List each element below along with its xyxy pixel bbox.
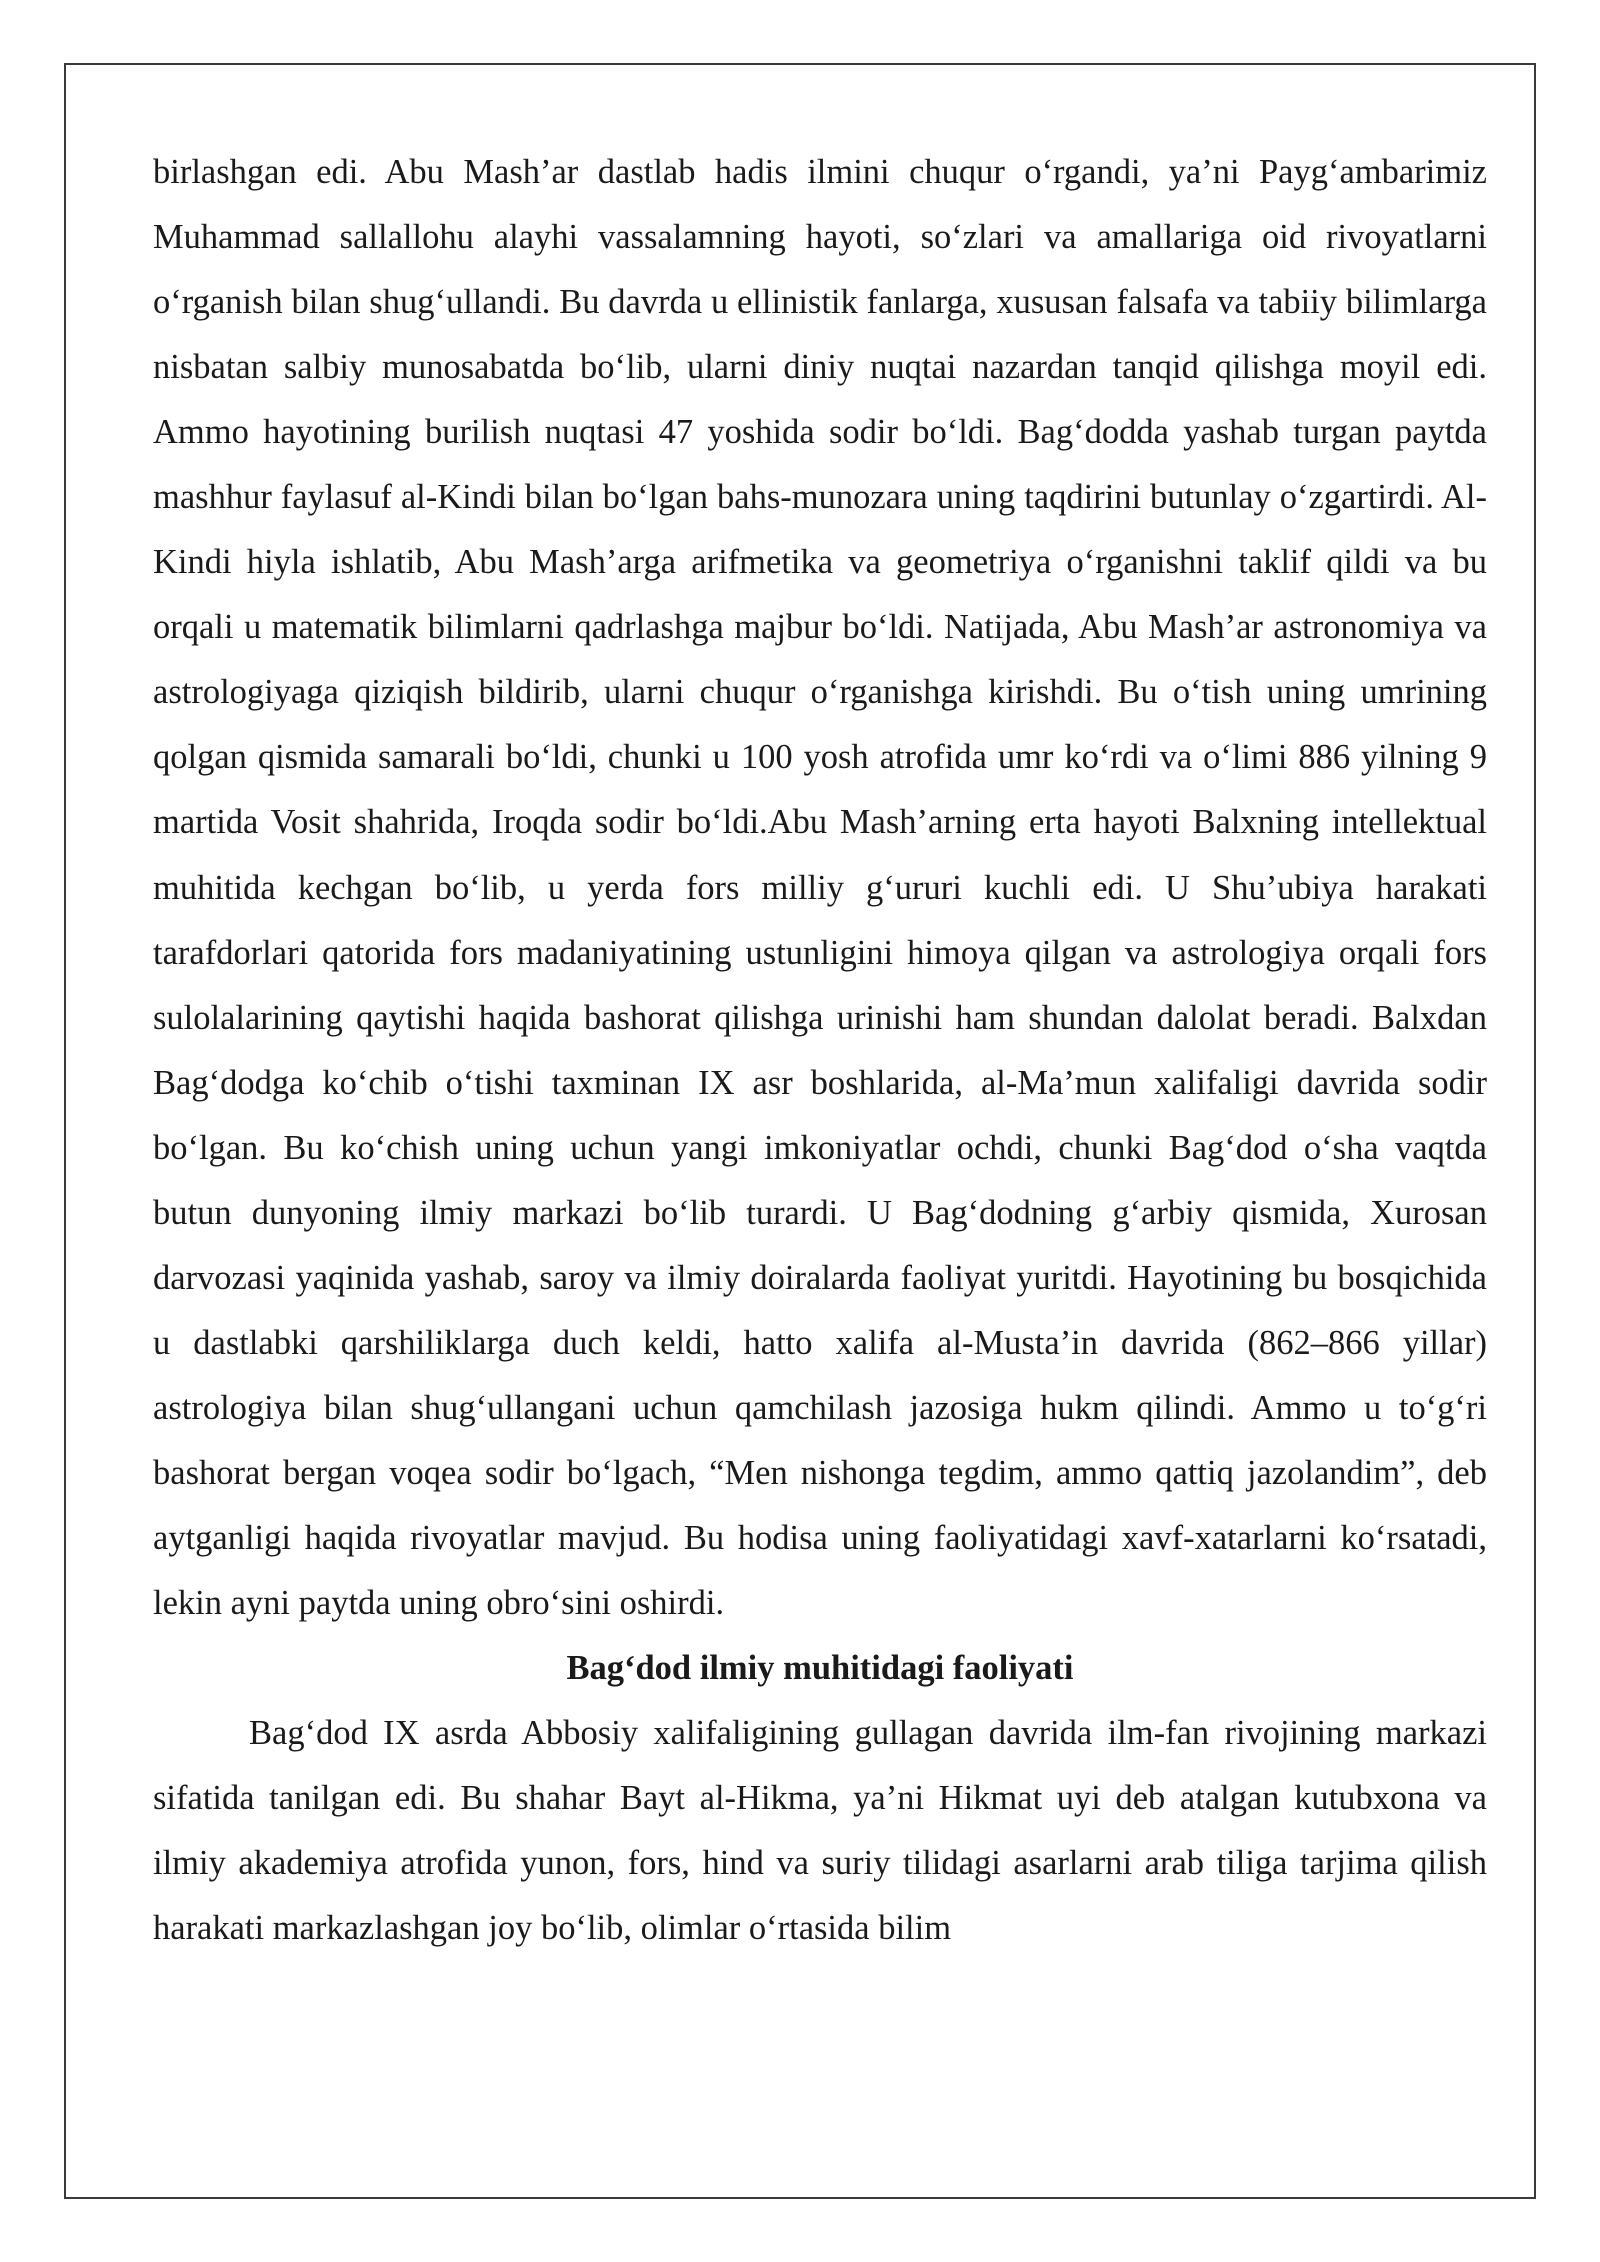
document-body [153,140,1487,1961]
section-heading: Bag‘dod ilmiy muhitidagi faoliyati [566,1649,1074,1688]
body-paragraph: birlashgan edi. Abu Mash’ar dastlab hadis ilmini chuqur o‘rgandi, ya’ni Payg‘ambarimiz Muhammad sallallohu alayhi vassalamning hayoti, so‘zlari va amallariga oid rivoyatlarni o‘rganish bilan shug‘ullandi. Bu davrda u ellinistik fanlarga, xususan falsafa va tabiiy bilimlarga nisbatan salbiy munosabatda bo‘lib, ularni diniy nuqtai nazardan tanqid qilishga moyil edi. Ammo hayotining burilish nuqtasi 47 yoshida sodir bo‘ldi. Bag‘dodda yashab turgan paytda mashhur faylasuf al-Kindi bilan bo‘lgan bahs-munozara uning taqdirini butunlay o‘zgartirdi. Al-Kindi hiyla ishlatib, Abu Mash’arga arifmetika va geometriya o‘rganishni taklif qildi va bu orqali u matematik bilimlarni qadrlashga majbur bo‘ldi. Natijada, Abu Mash’ar astronomiya va astrologiyaga qiziqish bildirib, ularni chuqur o‘rganishga kirishdi. Bu o‘tish uning umrining qolgan qismida samarali bo‘ldi, chunki u 100 yosh atrofida umr ko‘rdi va o‘limi 886 yilning 9 martida Vosit shahrida, Iroqda sodir bo‘ldi.Abu Mash’arning erta hayoti Balxning intellektual muhitida kechgan bo‘lib, u yerda fors milliy g‘ururi kuchli edi. U Shu’ubiya harakati tarafdorlari qatorida fors madaniyatining ustunligini himoya qilgan va astrologiya orqali fors sulolalarining qaytishi haqida bashorat qilishga urinishi ham shundan dalolat beradi. Balxdan Bag‘dodga ko‘chib o‘tishi taxminan IX asr boshlarida, al-Ma’mun xalifaligi davrida sodir bo‘lgan. Bu ko‘chish uning uchun yangi imkoniyatlar ochdi, chunki Bag‘dod o‘sha vaqtda butun dunyoning ilmiy markazi bo‘lib turardi. U Bag‘dodning g‘arbiy qismida, Xurosan darvozasi yaqinida yashab, saroy va ilmiy doiralarda faoliyat yuritdi. Hayotining bu bosqichida u dastlabki qarshiliklarga duch keldi, hatto xalifa al-Musta’in davrida (862–866 yillar) astrologiya bilan shug‘ullangani uchun qamchilash jazosiga hukm qilindi. Ammo u to‘g‘ri bashorat bergan voqea sodir bo‘lgach, “Men nishonga tegdim, ammo qattiq jazolandim”, deb aytganligi haqida rivoyatlar mavjud. Bu hodisa uning faoliyatidagi xavf-xatarlarni ko‘rsatadi, lekin ayni paytda uning obro‘sini oshirdi. [153,153,1487,1623]
body-paragraph: Bag‘dod IX asrda Abbosiy xalifaligining gullagan davrida ilm-fan rivojining markazi sifatida tanilgan edi. Bu shahar Bayt al-Hikma, ya’ni Hikmat uyi deb atalgan kutubxona va ilmiy akademiya atrofida yunon, fors, hind va suriy tilidagi asarlarni arab tiliga tarjima qilish harakati markazlashgan joy bo‘lib, olimlar o‘rtasida bilim [153,1714,1487,1948]
